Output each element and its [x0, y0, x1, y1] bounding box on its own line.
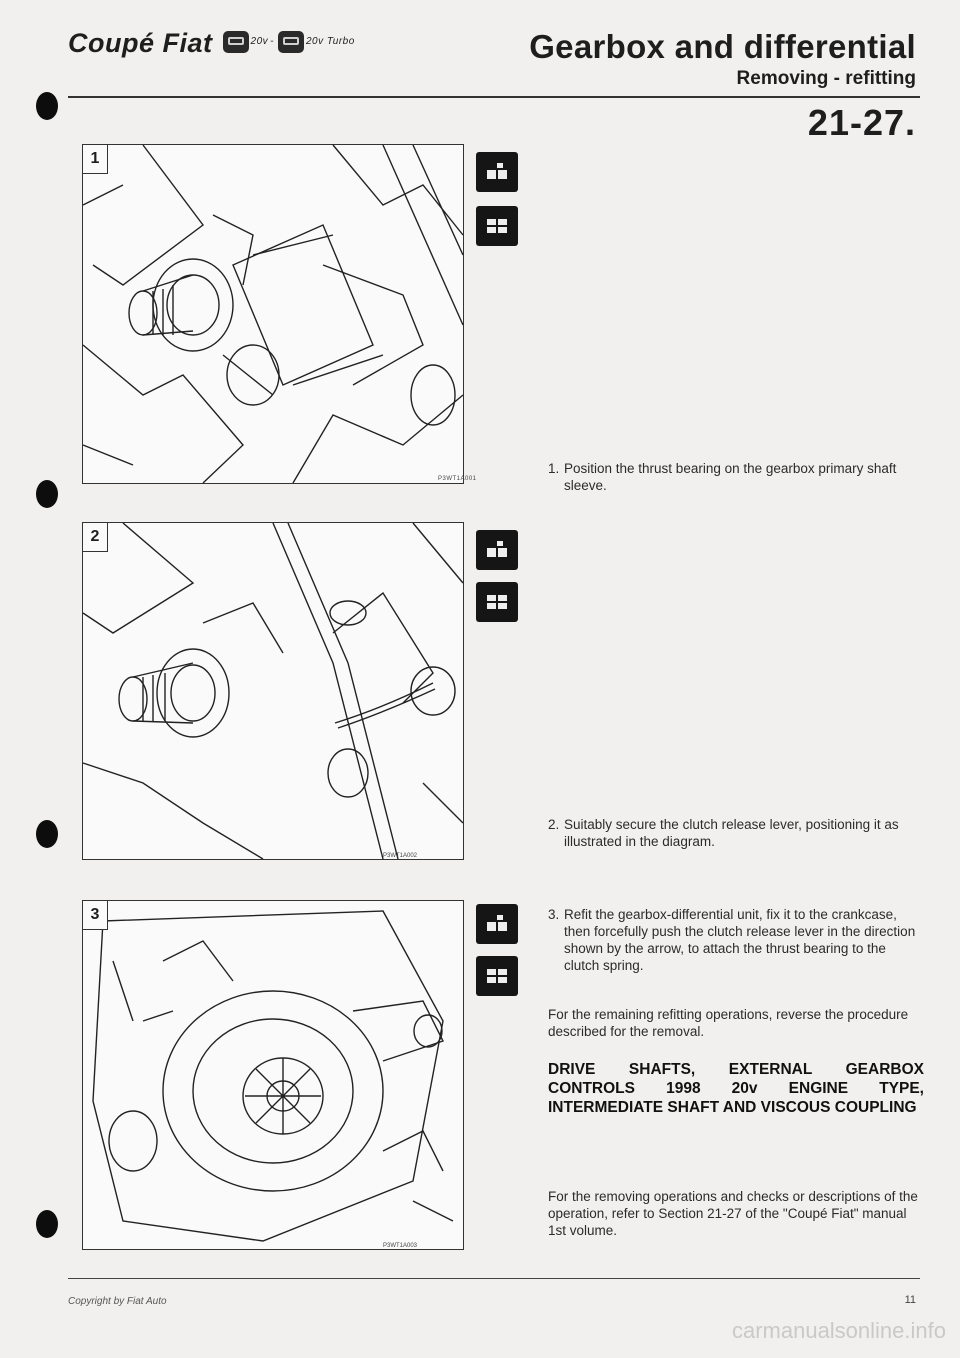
figure-3-gearbox-unit	[82, 900, 464, 1250]
figure-2-release-lever	[82, 522, 464, 860]
step-3	[548, 906, 924, 974]
refit-icon	[476, 904, 518, 944]
copyright-text: Copyright by Fiat Auto	[68, 1296, 167, 1307]
engine-separator: -	[270, 36, 274, 48]
engine-variant-2: 20v Turbo	[305, 36, 355, 48]
punch-hole-icon	[36, 1210, 58, 1238]
watermark-text: carmanualsonline.info	[731, 1318, 946, 1343]
figure-3-number: 3	[82, 900, 108, 930]
step-text: Suitably secure the clutch release lever, positioning it as illustrated in the diagram.	[564, 817, 899, 849]
page-title: Gearbox and differential	[529, 28, 916, 65]
figure-2-code: P3WT1A002	[383, 853, 418, 859]
section-number: 21-27.	[807, 102, 916, 143]
gearbox-icon	[476, 956, 518, 996]
figure-2-drawing	[83, 523, 463, 859]
section-reference-text: For the removing operations and checks or descriptions of the operation, refer to Section 21-27 of the "Coupé Fiat" manual 1st volume.	[548, 1189, 918, 1238]
gearbox-icon	[476, 206, 518, 246]
step-number: 2.	[548, 817, 560, 832]
figure-1-thrust-bearing	[82, 144, 477, 484]
figure-1-drawing	[83, 145, 477, 483]
step-2	[548, 816, 924, 850]
step-number: 3.	[548, 907, 560, 922]
engine-badge-icon	[278, 31, 304, 53]
page-subtitle: Removing - refitting	[736, 68, 916, 89]
engine-variant-1: 20v	[250, 36, 269, 48]
step-text: Position the thrust bearing on the gearbox primary shaft sleeve.	[564, 461, 897, 493]
step-text: Refit the gearbox-differential unit, fix it to the crankcase, then forcefully push the clutch release lever in the direction shown by the arrow, to attach the thrust bearing to the clutch spring.	[564, 907, 916, 973]
brand-name: Coupé Fiat	[68, 28, 213, 58]
page-number: 11	[904, 1294, 916, 1306]
figure-3-code: P3WT1A003	[383, 1243, 418, 1249]
figure-3-drawing	[83, 901, 463, 1249]
figure-2-number: 2	[82, 522, 108, 552]
engine-badge-icon	[223, 31, 249, 53]
header-divider	[68, 96, 920, 98]
remaining-operations-text: For the remaining refitting operations, reverse the procedure described for the removal.	[548, 1007, 909, 1039]
section-heading: DRIVE SHAFTS, EXTERNAL GEARBOX CONTROLS 1998 20v ENGINE TYPE, INTERMEDIATE SHAFT AND VISCOUS COUPLING	[548, 1061, 924, 1116]
figure-1-code: P3WT1A001	[438, 476, 477, 482]
figure-1-number: 1	[82, 144, 108, 174]
step-number: 1.	[548, 461, 560, 476]
footer-divider	[68, 1278, 920, 1279]
gearbox-icon	[476, 582, 518, 622]
brand-title	[68, 28, 357, 59]
punch-hole-icon	[36, 820, 58, 848]
step-1	[548, 460, 924, 494]
punch-hole-icon	[36, 480, 58, 508]
refit-icon	[476, 530, 518, 570]
punch-hole-icon	[36, 92, 58, 120]
refit-icon	[476, 152, 518, 192]
